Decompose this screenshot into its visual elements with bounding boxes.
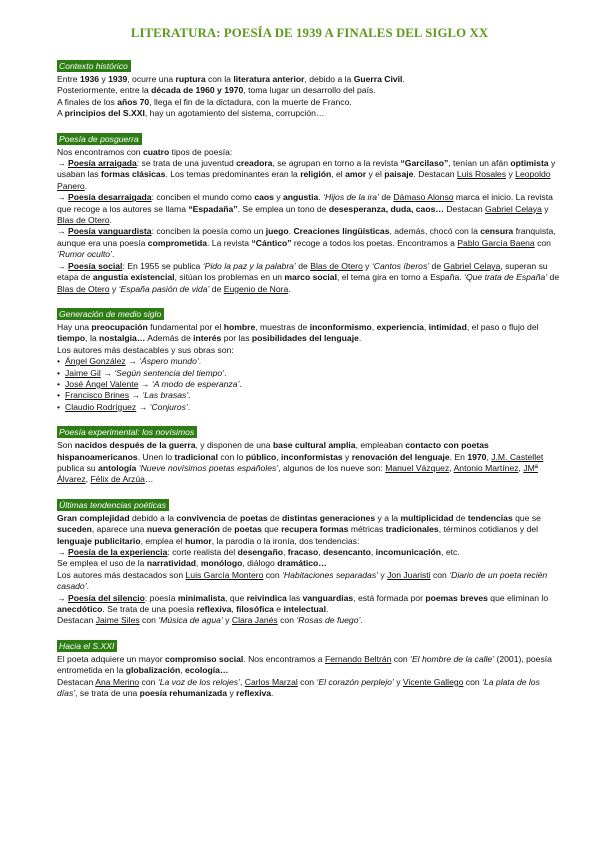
paragraph: Destacan Ana Merino con ‘La voz de los relojes’, Carlos Marzal con ‘El corazón perplejo’ y Vicente Gallego con ‘La plata de los días’, se trata de una poesía rehumanizada y reflexiva. bbox=[57, 676, 540, 699]
paragraph: Se emplea el uso de la narratividad, monólogo, diálogo dramático… bbox=[57, 558, 327, 569]
paragraph: Entre 1936 y 1939, ocurre una ruptura con la literatura anterior, debido a la Guerra Civil. bbox=[57, 74, 405, 84]
sections-container bbox=[57, 56, 562, 699]
paragraph: Son nacidos después de la guerra, y disponen de una base cultural amplia, empleaban contacto con poetas hispanoamericanos. Unen lo tradicional con lo público, inconformistas y renovación del lenguaje. En 1970, J.M. Castellet publica su antología ‘Nueve novísimos poetas españoles’, algunos de los nueve son: Manuel Vázquez, Antonio Martínez, JMª Álvarez, Félix de Arzúa… bbox=[57, 440, 544, 485]
section-heading: Contexto histórico bbox=[57, 60, 131, 72]
paragraph: A finales de los años 70, llega el fin de la dictadura, con la muerte de Franco. bbox=[57, 96, 352, 107]
paragraph: Los autores más destacados son Luis García Montero con ‘Habitaciones separadas’ y Jon Juaristi con ‘Diario de un poeta recién casado’. bbox=[57, 569, 548, 592]
paragraph: Hay una preocupación fundamental por el hombre, muestras de inconformismo, experiencia, intimidad, el paso o flujo del tiempo, la nostalgia… Además de interés por las posibilidades del lenguaje. bbox=[57, 321, 539, 344]
bullet-item: • José Ángel Valente → ‘A modo de esperanza’. bbox=[57, 379, 562, 390]
section-heading: Generación de medio siglo bbox=[57, 308, 164, 320]
paragraph: Gran complejidad debido a la convivencia de poetas de distintas generaciones y a la multiplicidad de tendencias que se suceden, aparece una nueva generación de poetas que recupera formas métricas tradicionales, términos cotidianos y del lenguaje publicitario, emplea el humor, la parodia o la ironía, dos tendencias: bbox=[57, 512, 541, 546]
section-heading: Poesía experimental: los novísimos bbox=[57, 426, 197, 438]
bullet-item: • Claudio Rodríguez → ‘Conjuros’. bbox=[57, 402, 562, 413]
paragraph: Los autores más destacables y sus obras son: bbox=[57, 344, 234, 355]
section-heading: Poesía de posguerra bbox=[57, 133, 142, 145]
section-heading: Hacia el S.XXI bbox=[57, 640, 117, 652]
bullet-item: • Jaime Gil → ‘Según sentencia del tiempo’. bbox=[57, 368, 562, 379]
section bbox=[57, 636, 562, 700]
paragraph: → Poesía social: En 1955 se publica ‘Pido la paz y la palabra’ de Blas de Otero y ‘Cantos íberos’ de Gabriel Celaya, superan su etapa de angustia existencial, sitúan los problemas en un marco social, el tema gira en torno a España. ‘Que trata de España’ de Blas de Otero y ‘España pasión de vida’ de Eugenio de Nora. bbox=[57, 260, 560, 294]
paragraph: El poeta adquiere un mayor compromiso social. Nos encontramos a Fernando Beltrán con ‘El hombre de la calle’ (2001), poesía entrometida en la globalización, ecología… bbox=[57, 653, 552, 676]
paragraph: → Poesía arraigada: se trata de una juventud creadora, se agrupan en torno a la revista “Garcilaso”, tenían un afán optimista y usaban las formas clásicas. Los temas predominantes eran la religión, el amor y el paisaje. Destacan Luis Rosales y Leopoldo Panero. bbox=[57, 158, 556, 191]
section bbox=[57, 495, 562, 627]
paragraph: Destacan Jaime Siles con ‘Música de agua’ y Clara Janés con ‘Rosas de fuego’. bbox=[57, 615, 363, 626]
paragraph: → Poesía del silencio: poesía minimalista, que reivindica las vanguardias, está formada por poemas breves que eliminan lo anecdótico. Se trata de una poesía reflexiva, filosófica e intelectual. bbox=[57, 592, 549, 615]
paragraph: → Poesía desarraigada: conciben el mundo como caos y angustia. ‘Hijos de la ira’ de Dámaso Alonso marca el inicio. La revista que recoge a los autores se llama “Espadaña”. Se emplea un tono de desesperanza, duda, caos… Destacan Gabriel Celaya y Blas de Otero. bbox=[57, 192, 553, 226]
section-heading: Últimas tendencias poéticas bbox=[57, 499, 169, 511]
section bbox=[57, 304, 562, 413]
section bbox=[57, 129, 562, 295]
paragraph: Posteriormente, entre la década de 1960 y 1970, toma lugar un desarrollo del país. bbox=[57, 85, 376, 96]
bullet-item: • Ángel González → ‘Áspero mundo’. bbox=[57, 356, 562, 367]
paragraph: → Poesía de la experiencia: corte realista del desengaño, fracaso, desencanto, incomunicación, etc. bbox=[57, 547, 460, 557]
paragraph: Nos encontramos con cuatro tipos de poesía: bbox=[57, 146, 233, 157]
section bbox=[57, 56, 562, 120]
page-title: LITERATURA: POESÍA DE 1939 A FINALES DEL SIGLO XX bbox=[130, 26, 489, 40]
bullet-item: • Francisco Brines → ‘Las brasas’. bbox=[57, 390, 562, 401]
paragraph: A principios del S.XXI, hay un agotamiento del sistema, corrupción… bbox=[57, 108, 325, 119]
section bbox=[57, 422, 562, 486]
paragraph: → Poesía vanguardista: conciben la poesía como un juego. Creaciones lingüísticas, además, chocó con la censura franquista, aunque era una poesía comprometida. La revista “Cántico” recoge a todos los poetas. Encontramos a Pablo García Baena con ‘Rumor oculto’. bbox=[57, 226, 556, 260]
